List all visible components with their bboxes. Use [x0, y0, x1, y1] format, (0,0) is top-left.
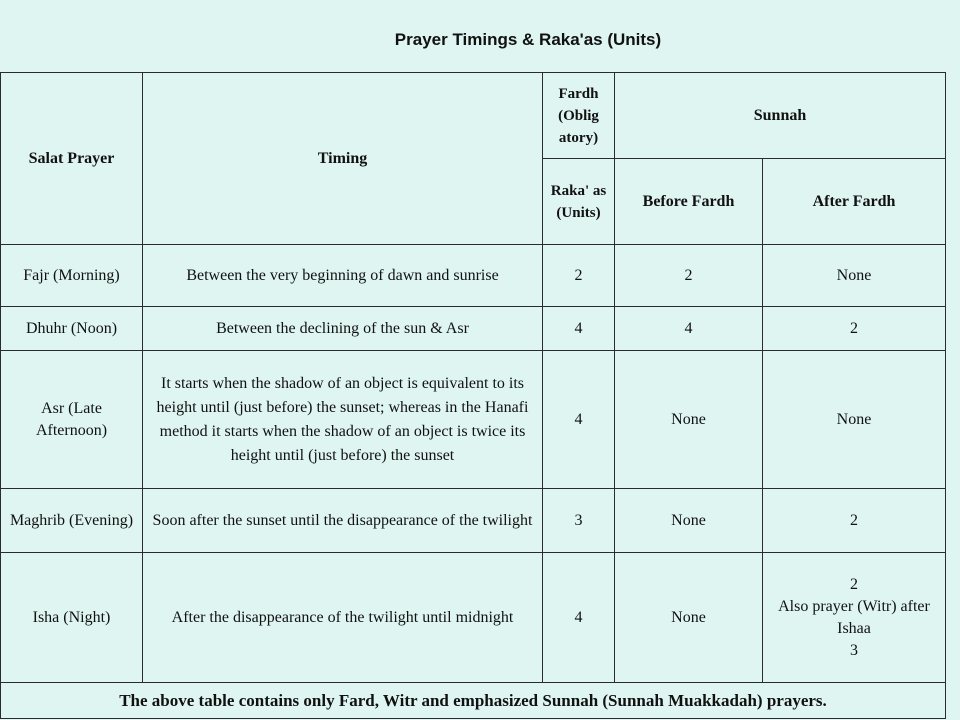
sunnah-after-line: 2	[850, 575, 858, 593]
table-row	[1, 489, 946, 553]
fardh-count: 4	[543, 351, 615, 489]
prayer-name: Dhuhr (Noon)	[1, 307, 143, 351]
sunnah-before: None	[615, 489, 763, 553]
fardh-count: 4	[543, 307, 615, 351]
header-rakaas: Raka' as (Units)	[543, 159, 615, 245]
footer-row	[1, 683, 946, 719]
sunnah-after: None	[763, 245, 946, 307]
prayer-name: Isha (Night)	[1, 553, 143, 683]
sunnah-after-line: Also prayer (Witr) after Ishaa	[778, 597, 930, 637]
prayer-timing: Between the declining of the sun & Asr	[143, 307, 543, 351]
prayer-name: Fajr (Morning)	[1, 245, 143, 307]
sunnah-before: None	[615, 553, 763, 683]
header-before-fardh: Before Fardh	[615, 159, 763, 245]
header-salat-prayer: Salat Prayer	[1, 73, 143, 245]
sunnah-after: 2	[763, 489, 946, 553]
prayer-name: Maghrib (Evening)	[1, 489, 143, 553]
header-row-top	[1, 73, 946, 159]
fardh-count: 3	[543, 489, 615, 553]
prayer-timing: After the disappearance of the twilight until midnight	[143, 553, 543, 683]
prayer-timing: Soon after the sunset until the disappearance of the twilight	[143, 489, 543, 553]
fardh-count: 2	[543, 245, 615, 307]
sunnah-after-line: 3	[850, 641, 858, 659]
sunnah-before: 4	[615, 307, 763, 351]
sunnah-after: 2	[763, 307, 946, 351]
prayer-name: Asr (Late Afternoon)	[1, 351, 143, 489]
sunnah-before: 2	[615, 245, 763, 307]
fardh-count: 4	[543, 553, 615, 683]
table-row	[1, 553, 946, 683]
table-title: Prayer Timings & Raka'as (Units)	[394, 30, 662, 49]
table-row	[1, 351, 946, 489]
prayer-timing: Between the very beginning of dawn and sunrise	[143, 245, 543, 307]
table-row	[1, 245, 946, 307]
table-row	[1, 307, 946, 351]
header-timing: Timing	[143, 73, 543, 245]
prayer-timing: It starts when the shadow of an object is equivalent to its height until (just before) the sunset; whereas in the Hanafi method it starts when the shadow of an object is twice its height until (just before) the sunset	[143, 351, 543, 489]
prayer-table	[0, 72, 946, 719]
sunnah-before: None	[615, 351, 763, 489]
header-after-fardh: After Fardh	[763, 159, 946, 245]
sunnah-after	[763, 553, 946, 683]
header-sunnah: Sunnah	[615, 73, 946, 159]
header-fardh: Fardh (Oblig atory)	[543, 73, 615, 159]
sunnah-after: None	[763, 351, 946, 489]
footer-note: The above table contains only Fard, Witr and emphasized Sunnah (Sunnah Muakkadah) prayers.	[1, 683, 946, 719]
